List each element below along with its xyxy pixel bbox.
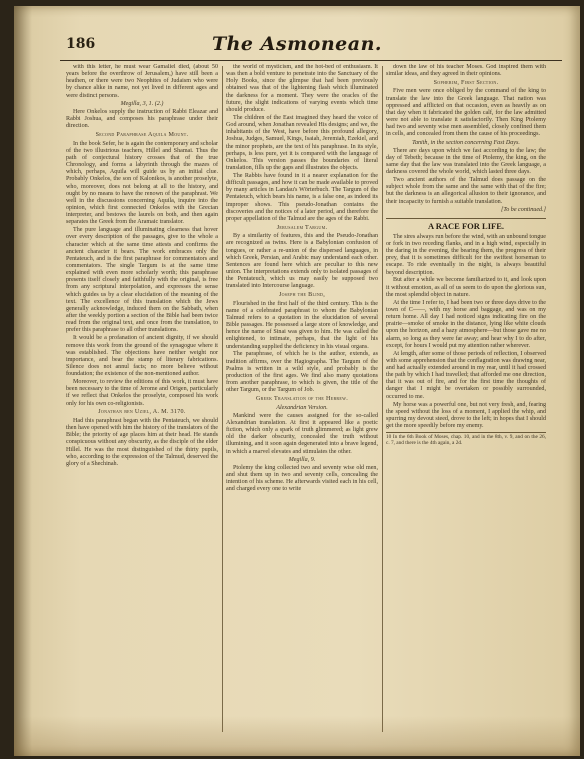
paragraph: There are days upon which we fast according to the law; the day of Tebeth; because in the time of Ptolemy, the king, on the same day that the law was translated into the Greek language, a darkness covered the whole world, which lasted three days. — [386, 147, 546, 176]
paragraph: Mankind were the causes assigned for the so-called Alexandrian translation. At first it appeared like a poetic fiction, which only a spark of truth glimmered; as light grew old the darker obscurity, concealed the truth without illumining, and it soon again degenerated into a brave legend, in which a marvel elevates and stimulates the other. — [226, 412, 378, 455]
citation: Tanith, in the section concerning Fast Days. — [412, 139, 520, 146]
paragraph: The children of the East imagined they heard the voice of God around, when Jonathan revealed His designs; and we, the inhabitants of the West, have before this profound allegory, Joshua, Judges, Samuel, Kings, Isaiah, Jeremiah, Ezekiel, and the minor prophets, are the text of his paraphrase. In its style, perhaps, is less pure, yet it is compared with the language of Onkelos. This version passes the boundaries of literal translation, fills up the gaps and illustrates the objects. — [226, 114, 378, 171]
paragraph: Ptolemy the king collected two and seventy wise old men, and shut them up in two and seventy cells, concealing the intention of his scheme. He afterwards visited each in his cell, and charged every one to write — [226, 464, 378, 493]
continued-note: [To be continued.] — [501, 206, 546, 213]
article-heading: A RACE FOR LIFE. — [386, 218, 546, 232]
column-rule — [382, 66, 383, 732]
subheading: Greek Translation of the Hebrew. — [255, 395, 349, 402]
citation: Megilla, 9. — [288, 456, 316, 463]
column-right — [386, 64, 546, 734]
newspaper-page — [14, 6, 580, 756]
column-rule — [222, 66, 223, 732]
subheading: Jerusalem Targum. — [276, 224, 328, 231]
subheading: Sopherim, First Section. — [433, 79, 499, 86]
paragraph: My horse was a powerful one, but not very fresh, and, fearing the speed without the loss of a moment, I applied the whip, and spurring my devout steed, drove to the left; in hopes that I should get the more speedily before my enemy. — [386, 401, 546, 429]
paragraph: Two ancient authors of the Talmud does passage on the subject whole from the same and the same with that of the fire; but the darkness is an allegorical allusion to their ignorance, and their incapacity to furnish a suitable translation. — [386, 177, 546, 205]
page-number: 186 — [66, 36, 96, 52]
paragraph: Flourished in the first half of the third century. This is the name of a celebrated paraphrast to whom the Babylonian Talmud refers to a quotation in the elucidation of several Bible passages. He possessed a large store of knowledge, and hence the name of Sinai was given to him. He was called the enlightened, to intimate, perhaps, that the light of his understanding supplied the deficiency in his visual organs. — [226, 300, 378, 350]
paragraph: Five men were once obliged by the command of the king to translate the law into the Greek language. That nation was oppressed and afflicted on that occasion, even as heavily as on that day when it fabricated the golden calf, for the law admitted were not able to translate it satisfactorily. Then King Ptolemy had two and seventy wise men assembled, closely confined them in cells, and concealed from them the cause of his proceedings. — [386, 88, 546, 138]
paragraph: The pure language and illuminating clearness that hover over every description of the passages, give to the whole a character which at the same time attests and confirms the ancient character it bears. The work embraces only the Pentateuch, and is the first paraphrase for commentators and commentators. The single Targum is at the same time explained with even more scholarly worth; this paraphrase presents itself closely and faithfully with the original, is free from any scriptural interpolation, and expresses the sense which guides us by a clear elucidation of the meaning of the text. The excellence of this translation which the Jews generally acknowledge, induced them on the Sabbath, when after the weekly portion a section of the Bible had been twice read from the original text, and once from the translation, to prefer this paraphrase to all other translations. — [66, 227, 218, 334]
subheading: Jonathan ben Uziel, A. M. 3170. — [98, 409, 186, 416]
subheading: Joseph the Blind, — [278, 291, 326, 298]
paragraph: Here Onkelos supply the instruction of Rabbi Eleazar and Rabbi Joshua, and composes his paraphrase under their direction. — [66, 108, 218, 130]
column-middle — [226, 64, 378, 734]
paragraph: The sires always run before the wind, with an unbound tongue or fork in two receding flanks, and in a high wind, especially in the daring in the evening, the bearing them, the progress of their prey, that it is sometimes difficult for the swiftest horseman to escape. To ride eventually in the night, is always beautiful beyond description. — [386, 233, 546, 276]
paragraph: The paraphrase, of which he is the author, extends, as tradition affirms, over the Hagiographa. The Targum of the Psalms is written in a wild style, and probably is the production of the first ages. We find also many quotations from another paraphrase, to which is given, the title of the other Targum, or the Targum of Job. — [226, 351, 378, 394]
paragraph: Had this paraphrast began with the Pentateuch, we should then have opened with him the history of the translators of the Bible; the priority of age places him at their head. He stands conspicuous without any obscurity, as the disciple of the elder Hillel. He was the most distinguished of the thirty pupils, who, according to the expression of the Talmud, deserved the glory of a Shechinah. — [66, 417, 218, 467]
paragraph: By a similarity of features, this and the Pseudo-Jonathan are recognized as twins. Here is a Babylonian confusion of tongues, or rather a re-union of the dispersed languages, in which Greek, Persian, and Arabic may understand each other. Sentences are found here which are peculiar to this new union. The interpretations extends only to isolated passages of the Pentateuch, which us may easily be supposed two translated into Intercourse language. — [226, 233, 378, 290]
paragraph: But after a while we become familiarized to it, and look upon it without emotion, as all of us seem to do upon the glorious sun, the most splendid object in nature. — [386, 277, 546, 298]
column-left — [66, 64, 218, 734]
page-discoloration — [14, 716, 580, 756]
running-head: The Asmonean. — [211, 33, 382, 55]
paragraph: with this letter, he must wear Gamaliel died, (about 50 years before the overthrow of Jerusalem,) have still been a heathen, or there were two Neophites of Judaism who were by chance alike in name, not yet lived in different ages and were distinct persons. — [66, 64, 218, 99]
paragraph: Moreover, to review the editions of this work, it must have been necessary to the time of Jerome and Origen, particularly if we reflect that Onkelos the proselyte, composed his work only for his own co-religionists. — [66, 379, 218, 407]
citation: Megilla, 3, 1. (2.) — [120, 100, 164, 107]
paragraph: It would be a profanation of ancient dignity, if we should remove this work from the ground of the synagogue where it was established. The objections have neither weight nor importance, and bear the stamp of literary fabrications. Silence does not annul facts; no more believe without foundation; the existence of the non-mentioned author. — [66, 335, 218, 378]
subheading-italic: Alexandrian Version. — [276, 404, 328, 411]
binding-shadow — [14, 6, 32, 756]
paragraph: the world of mysticism, and the hot-bed of enthusiasm. It was then a bold venture to penetrate into the Sanctuary of the Holy Books, since the glimpse that had been previously obtained was that of the lightening flash which illuminated the darkness for a moment. They were the oracles of the future, the slight indications of varying events which time should produce. — [226, 64, 378, 113]
paragraph: The Rabbis have found in it a nearer explanation for the difficult passages, and how it can be made available to proved by many articles in Landau's Wörterbuch. The Targum of the Pentateuch, which bears his name, is a false one, as indeed its improper shows. This pseudo-Jonathan contains the discoveries and the notices of a later period, and therefore the proper appellation of the Talmud are the ages of the Rabbi. — [226, 172, 378, 222]
subheading: Second Paraphrase Aquila Mount. — [95, 131, 189, 138]
paragraph: In the book Sefer, he is again the contemporary and scholar of the two illustrious teachers, Hillel and Shamai. Thus the path of conjectural history crosses that of the true Chronology, and forms a labyrinth through the mazes of which, perhaps, Aquila will guide us by an initial clue. Probably Onkelos, the son of Kalonikos, is another proselyte, who, moreover, does not belong at all to the history, and ought by no means to have the renown of the paraphrast. We well in the discussions concerning Aquila, inquire into the opinion, which first connected Onkelos with the Grecian interpreter, and bestows the laurels on both, and then again separates the Greek from the Aramaic translator. — [66, 140, 218, 226]
paragraph: At length, after some of those periods of reflection, I observed with some apprehension that the conflagration was drawing near, and had actually extended around in my rear, until it had crossed the path by which I had travelled; that afforded me one direction, that it was out of fire, and for the first time the thoughts of danger that I might be overtaken or possibly surrounded, occurred to me. — [386, 350, 546, 400]
paragraph: At the time I refer to, I had been two or three days drive to the town of C——, with my horse and baggage, and was on my return home. All day I had noticed signs indicating fire on the prairie—smoke of smoke in the distance, lying like white clouds upon the horizon, and a hazy atmosphere—but those gave me no alarm, so long as they were far away; and hear why I to do after, except, for hours I would put my attention rather wherever. — [386, 299, 546, 349]
footnote: 10 In the 6th Book of Moses, chap. 10, and in the 8th, v. 9, and on the 26, c. 7, and there is the 4th again, a 2d. — [386, 434, 546, 447]
paragraph: down the law of his teacher Moses. God inspired them with similar ideas, and they agreed in their opinions. — [386, 64, 546, 78]
